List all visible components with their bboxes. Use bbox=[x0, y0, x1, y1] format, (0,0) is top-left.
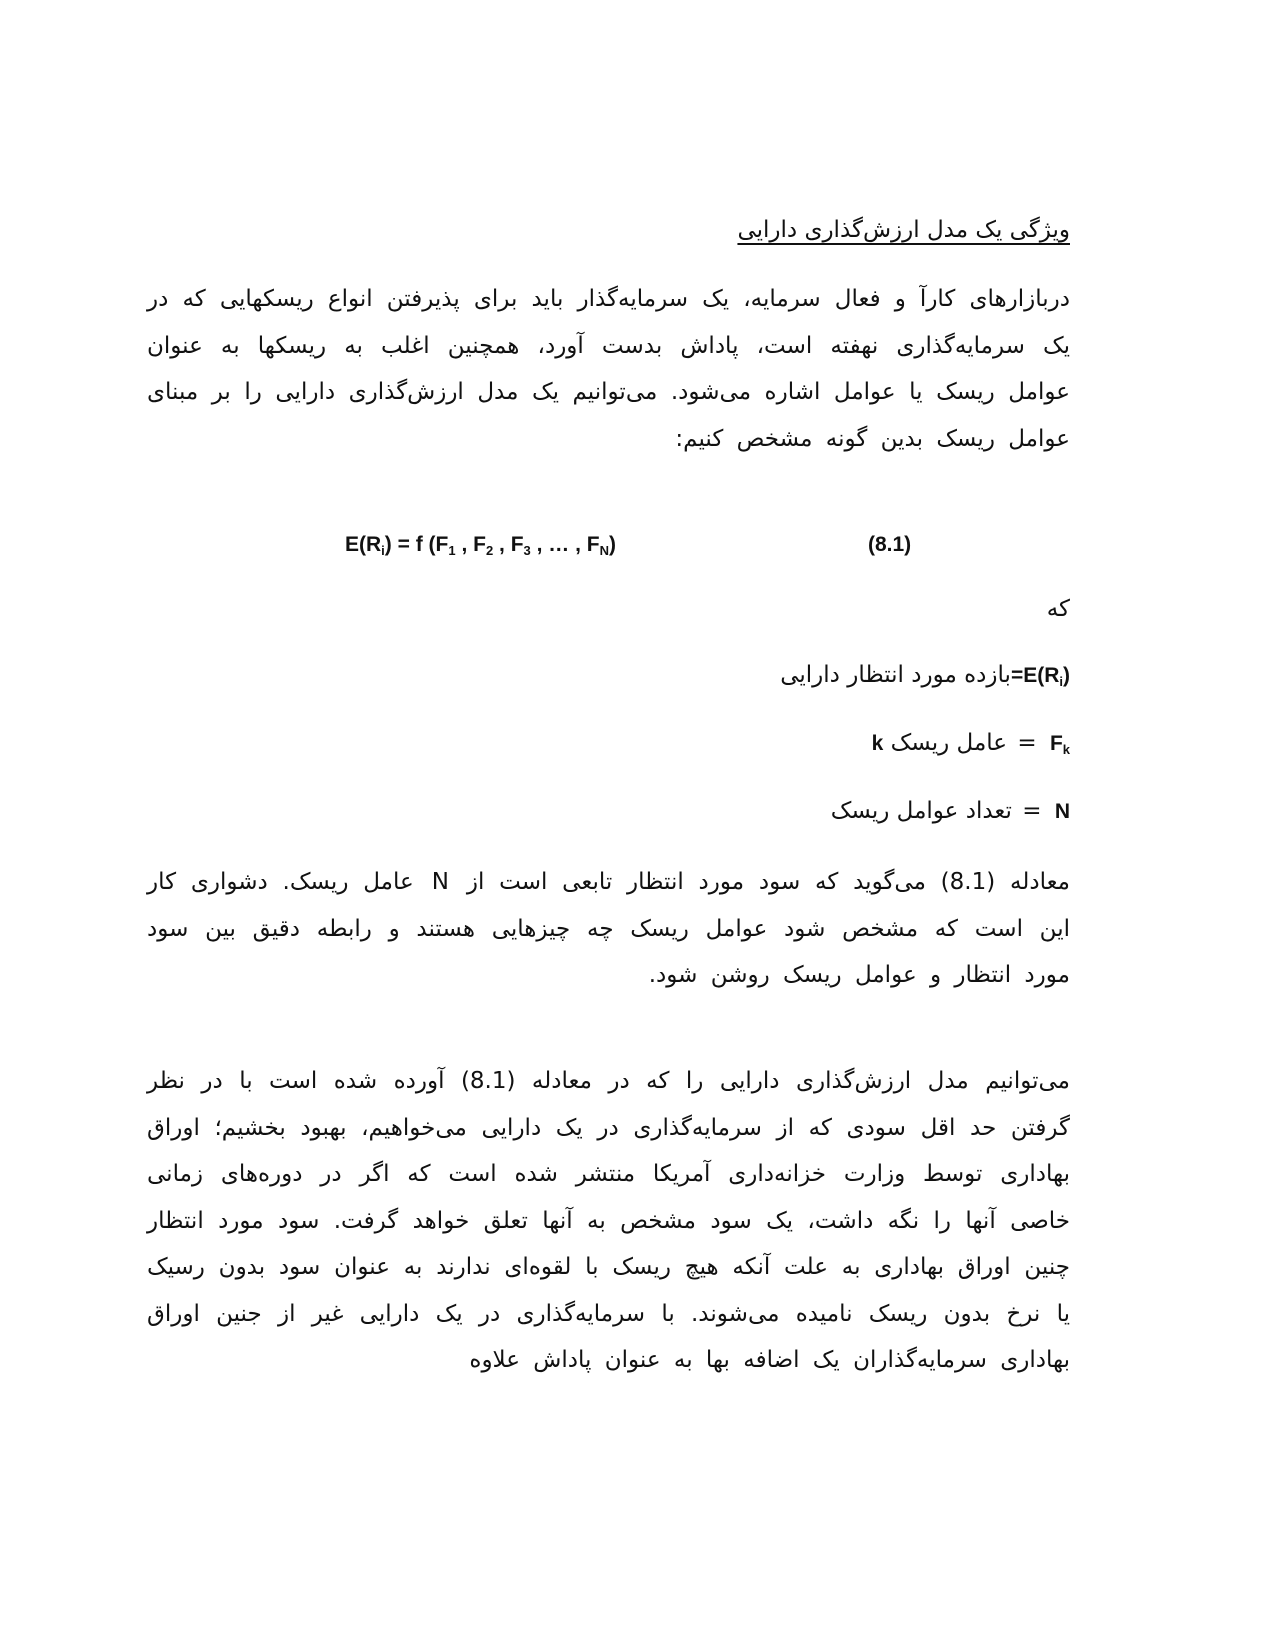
definition-symbol: $E(R_i)$ bbox=[1023, 664, 1070, 689]
equation-number: (8.1) bbox=[868, 533, 912, 556]
definition-symbol: N bbox=[1054, 800, 1070, 823]
equation-8-1: $E(R_i) = f$ ($F_1$ , $F_2$ , $F_3$ , … , $F_N$) bbox=[345, 533, 616, 558]
section-heading: ویژگی یک مدل ارزش‌گذاری دارایی bbox=[737, 217, 1070, 243]
definition-symbol: $F_k$ bbox=[1049, 732, 1070, 757]
definition-factor-count: N = تعداد عوامل ریسک bbox=[830, 798, 1070, 824]
paragraph-explanation: معادله (8.1) می‌گوید که سود مورد انتظار تابعی است از N عامل ریسک. دشواری کار این است که مشخص شود عوامل ریسک چه چیزهایی هستند و رابطه دقیق بین سود مورد انتظار و عوامل ریسک روشن شود. bbox=[147, 869, 1070, 988]
word-that: که bbox=[1046, 596, 1070, 622]
definition-expected-return: $E(R_i)=بازده$ مورد انتظار دارایی bbox=[780, 662, 1070, 689]
paragraph-risk-free: می‌توانیم مدل ارزش‌گذاری دارایی را که در معادله (8.1) آورده شده است با در نظر گرفتن حد اقل سودی که از سرمایه‌گذاری در یک دارایی می‌خواهیم، بهبود بخشیم؛ اوراق بهاداری توسط وزارت خزانه‌داری آمریکا منتشر شده است که اگر در دوره‌های زمانی خاصی آنها را نگه داشت، یک سود مشخص به آنها تعلق خواهد گرفت. سود مورد انتظار چنین اوراق بهاداری به علت آنکه هیچ ریسک با لقوه‌ای ندارند به عنوان سود بدون رسیک یا نرخ بدون ریسک نامیده می‌شوند. با سرمایه‌گذاری در یک دارایی غیر از جنین اوراق بهاداری سرمایه‌گذاران یک اضافه بها به عنوان پاداش علاوه bbox=[147, 1068, 1071, 1373]
definition-risk-factor: $F_k$ = عامل ریسک k bbox=[871, 730, 1070, 757]
paragraph-intro: دربازارهای کارآ و فعال سرمایه، یک سرمایه‌گذار باید برای پذیرفتن انواع ریسکهایی که در یک سرمایه‌گذاری نهفته است، پاداش بدست آورد، همچنین اغلب به ریسکها به عنوان عوامل ریسک یا عوامل اشاره می‌شود. می‌توانیم یک مدل ارزش‌گذاری دارایی را بر مبنای عوامل ریسک بدین گونه مشخص کنیم: bbox=[147, 286, 1070, 452]
